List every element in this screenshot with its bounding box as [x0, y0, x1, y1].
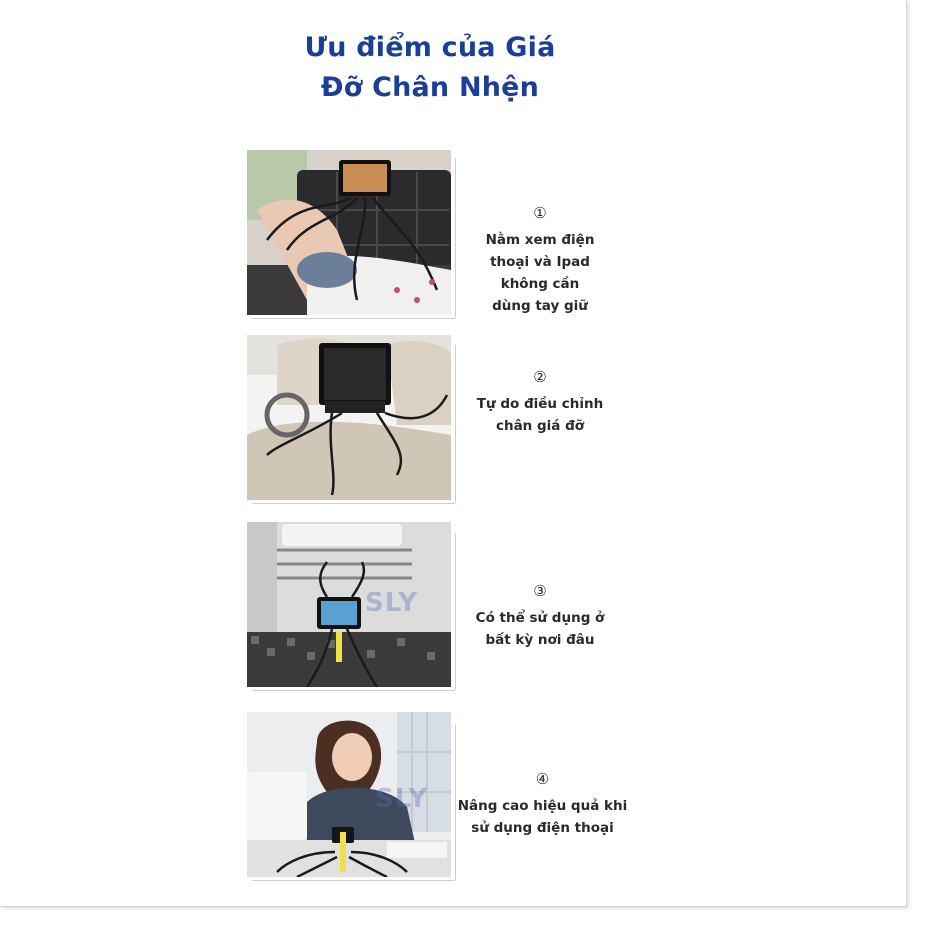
- photo-shadow-edge: [455, 158, 456, 318]
- photo-shadow-base: [252, 503, 455, 504]
- feature-text-4: Nâng cao hiệu quả khi sử dụng điện thoại: [457, 798, 628, 836]
- feature-number-1: ①: [533, 204, 547, 222]
- feature-text-1: Nằm xem điện thoại và Ipad không cần dùng tay giữ: [485, 232, 595, 314]
- feature-caption-1: [465, 202, 615, 317]
- desk-woman-photo: [247, 712, 451, 877]
- feature-caption-2: [465, 366, 615, 437]
- feature-text-2: Tự do điều chỉnh chân giá đỡ: [476, 396, 604, 434]
- title-line-1: Ưu điểm của Giá: [304, 32, 556, 63]
- photo-shadow-edge: [455, 533, 456, 690]
- photo-shadow-base: [252, 690, 455, 691]
- watermark-logo: SLY: [375, 784, 429, 814]
- couch-tablet-photo: [247, 150, 451, 315]
- feature-caption-4: [455, 768, 630, 839]
- photo-shadow-base: [252, 318, 455, 319]
- title-line-2: Đỡ Chân Nhện: [320, 72, 540, 103]
- feature-number-4: ④: [535, 770, 550, 788]
- car-headrest-tablet-photo: [247, 335, 451, 500]
- page-title: [270, 28, 590, 108]
- feature-number-3: ③: [533, 582, 547, 600]
- photo-shadow-edge: [455, 345, 456, 503]
- feature-text-3: Có thể sử dụng ở bất kỳ nơi đâu: [475, 610, 605, 648]
- watermark-logo: SLY: [365, 588, 419, 618]
- bathroom-rack-photo: [247, 522, 451, 687]
- feature-number-2: ②: [533, 368, 547, 386]
- photo-shadow-base: [252, 880, 455, 881]
- feature-caption-3: [465, 580, 615, 651]
